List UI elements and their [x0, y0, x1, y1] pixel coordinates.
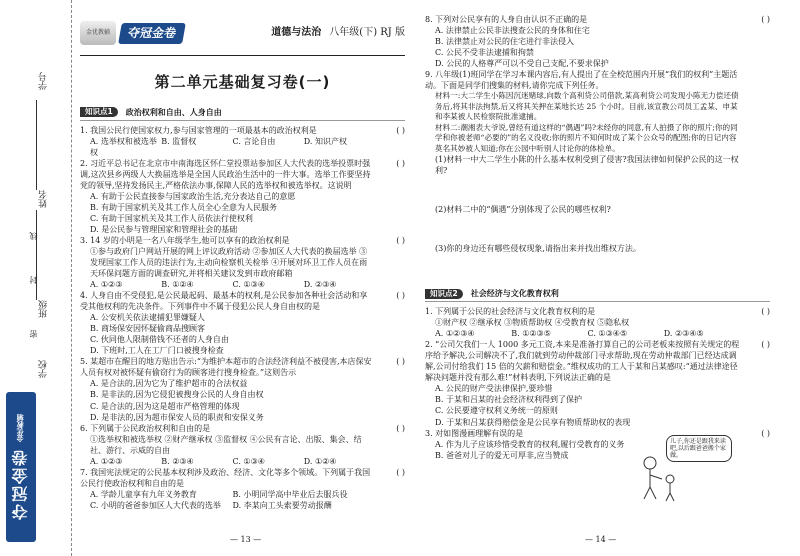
vertical-brand-logo: 夺冠金卷 金优教辅 [6, 392, 36, 542]
option-line: D. 于某和吕某获得赔偿金是公民享有物质帮助权的表现 [435, 417, 631, 427]
answer-paren: ( ) [396, 467, 405, 477]
question-stem: 7. 我国宪法规定的公民基本权利涉及政治、经济、文化等多个领域。下列属于我国公民行使政治权利和自由的是 [80, 467, 371, 488]
question-list-right-a [425, 14, 770, 282]
binding-gutter [0, 0, 72, 556]
option-row [80, 489, 375, 500]
option-line: A. 有助于公民直接参与国家政治生活,充分表达自己的意愿 [90, 191, 296, 201]
binding-word: 密 [29, 330, 38, 338]
question-item [425, 339, 770, 427]
sub-question: (3)你的身边还有哪些侵权现象,请指出来并找出维权方法。 [435, 244, 641, 254]
question-stem: 1. 下列属于公民的社会经济与文化教育权利的是 [425, 307, 596, 317]
sub-question: (2)材料二中的“偶遇”分别体现了公民的哪些权利? [435, 205, 611, 215]
left-page: 金优教辅 夺冠金卷 道德与法治 八年级(下) RJ 版 第二单元基础复习卷(一) 知识点1 政治权利和自由、人身自由 1. 我国公民行使国家权力,参与国家管理的一项最基本的政治权利是 ( ) A. 选举权和被选举权 B. 监督权 C. 言论自由 D. 知识产权 2. 习近平总书记在北京市中南海选区怀仁堂投票站参加区人大代表的选举投票时强调,这次县乡两级人大换届选举是全国人民政治生活中的一件大事。选举工作要坚持党的领导,坚持发扬民主,严格依法办事,保障人民的选举权和被选举权。这说明 ( ) A. 有助于公民直接参与国家政治生活,充分表达自己的意愿 B. 有助于国家机关及其工作人员全心全意为人民服务 C. 有助于国家机关及其工作人员依法行使权利 D. 是公民参与管理国家和管理社会的基础 3. 14 岁的小明是一名八年级学生,他可以享有的政治权利是 ( ) ①参与政府门户网站开展的网上评议政府活动 ②参加区人大代表的换届选举 ③发现国家工作人员的违法行为,主动向检察机关检举 ④开展对环卫工作人员在雨天环保问题方面的调查研究,并将相关建议发到市政府邮箱 A. ①②③ B. ①②④ C. ①③④ D. ②③④ 4. 人身自由不受侵犯,是公民最起码、最基本的权利,是公民参加各种社会活动和享受其他权利的先决条件。下列事件中不属于侵犯公民人身自由权的是 ( ) A. 公安机关依法逮捕犯罪嫌疑人 B. 商场保安因怀疑偷商品搜顾客 C. 伙同他人限制借钱不还者的人身自由 D. 下班时,工人在工厂门口被搜身检查 5. 某超市在醒目的地方贴出告示:“为维护本超市的合法经济利益不被侵害,本店保安人员有权对被怀疑有偷窃行为的顾客进行搜身检查。”这则告示 ( ) A. 是合法的,因为它为了维护超市的合法权益 B. 是非法的,因为它侵犯被搜身公民的人身自由权 C. 是合法的,因为这是超市严格管理的体现 D. 是非法的,因为超市保安人员的职责和安保义务 6. 下列属于公民政治权利和自由的是 ( ) ①选举权和被选举权 ②财产继承权 ③监督权 ④公民有言论、出版、集会、结社、游行、示威的自由 A. ①②③ B. ②③④ C. ①③④ D. ①②④ 7. 我国宪法规定的公民基本权利涉及政治、经济、文化等多个领域。下列属于我国公民行使政治权利和自由的是 ( ) A. 学龄儿童享有九年义务教育 B. 小明同学高中毕业后去服兵役 C. 小明的爸爸参加区人大代表的选举 D. 李某向工头索要劳动报酬 — 13 — [80, 14, 405, 511]
option: A. ①②③ [90, 456, 123, 466]
option: C. 小明的爸爸参加区人大代表的选举 [90, 500, 221, 510]
knowledge-point-2 [425, 288, 770, 302]
page-title: 第二单元基础复习卷(一) [154, 73, 331, 91]
option-line: B. 爸爸对儿子的爱无可厚非,应当赞成 [435, 450, 569, 460]
question-item [80, 158, 405, 235]
option: D. 知识产权 [303, 136, 347, 146]
option-row [80, 456, 375, 467]
option: B. 小明同学高中毕业后去服兵役 [232, 489, 348, 499]
option: C. ①③④ [232, 280, 265, 290]
answer-space [425, 176, 740, 204]
option-line: C. 公民要遵守权利义务统一的原则 [435, 406, 558, 416]
kp-title: 社会经济与文化教育权利 [470, 289, 559, 299]
question-item [80, 235, 405, 290]
answer-paren: ( ) [396, 236, 405, 246]
option-row [425, 328, 740, 339]
write-line [36, 210, 37, 300]
answer-paren: ( ) [396, 357, 405, 367]
question-stem: 5. 某超市在醒目的地方贴出告示:“为维护本超市的合法经济利益不被侵害,本店保安人员有权对被怀疑有偷窃行为的顾客进行搜身检查。”这则告示 [80, 357, 372, 378]
option: B. 监督权 [161, 136, 197, 146]
question-stem: 6. 下列属于公民政治权利和自由的是 [80, 423, 211, 433]
option-line: ①选举权和被选举权 ②财产继承权 ③监督权 ④公民有言论、出版、集会、结社、游行、示威的自由 [90, 434, 362, 455]
question-item [80, 356, 405, 422]
kp-tag: 知识点2 [425, 289, 463, 299]
question-stem: 2. “公司欠我们一人 1000 多元工资,本来是准备打算自己的公司老板来按照有关规定的程序给予解决,公司解决不了,我们就到劳动仲裁部门寻求帮助,现在劳动仲裁部门已经达成调解,公司付给我们 15 倍的欠薪和赔偿金。”维权成功的工人于某和吕某感叹:“通过法律途径解决问题并没有那么难!”材料表明,下列说法正确的是 [425, 340, 740, 383]
option-line: ①参与政府门户网站开展的网上评议政府活动 ②参加区人大代表的换届选举 ③发现国家工作人员的违法行为,主动向检察机关检举 ④开展对环卫工作人员在雨天环保问题方面的调查研究,并将相关建议发到市政府邮箱 [90, 247, 368, 279]
option-line: A. 作为儿子应该珍惜受教育的权利,履行受教育的义务 [435, 439, 625, 449]
option: B. ①②③⑤ [511, 329, 551, 339]
answer-paren: ( ) [396, 423, 405, 433]
kp-title: 政治权利和自由、人身自由 [125, 107, 222, 117]
option: B. ②③④ [161, 456, 194, 466]
option: C. 言论自由 [232, 136, 276, 146]
option: A. ①②③ [90, 280, 123, 290]
answer-space [425, 254, 740, 282]
binding-word: 线 [29, 232, 38, 240]
option-line: ①财产权 ②继承权 ③物质帮助权 ④受教育权 ⑤隐私权 [435, 318, 630, 328]
answer-paren: ( ) [396, 158, 405, 168]
question-stem: 8. 下列对公民享有的人身自由认识不正确的是 [425, 15, 588, 24]
answer-paren: ( ) [761, 15, 770, 24]
write-line [36, 100, 37, 190]
option-line: C. 有助于国家机关及其工作人员依法行使权利 [90, 213, 253, 223]
question-item [425, 14, 770, 69]
answer-paren: ( ) [761, 340, 770, 350]
question-list-right-b [425, 306, 770, 460]
answer-paren: ( ) [761, 307, 770, 317]
option-line: A. 法律禁止公民非法搜查公民的身体和住宅 [435, 26, 590, 36]
question-item [425, 428, 770, 461]
option-line: B. 商场保安因怀疑偷商品搜顾客 [90, 324, 205, 334]
answer-paren: ( ) [396, 291, 405, 301]
question-item [425, 306, 770, 339]
option: D. ①②④ [303, 456, 337, 466]
question-stem: 3. 14 岁的小明是一名八年级学生,他可以享有的政治权利是 [80, 236, 290, 246]
question-stem: 3. 对如图漫画理解有误的是 [425, 428, 524, 438]
option-line: D. 下班时,工人在工厂门口被搜身检查 [90, 346, 224, 356]
question-stem: 9. 八年级(1)班同学在学习本课内容后,有人提出了在全校范围内开展“我们的权利”主题活动。下面是同学们搜集的材料,请你完成下列任务。 [425, 70, 738, 91]
option: D. ②③④⑤ [663, 329, 704, 339]
option: D. ②③④ [303, 280, 337, 290]
kp-tag: 知识点1 [80, 107, 118, 117]
brand-name: 夺冠金卷 [118, 23, 186, 44]
option-line: D. 公民的人格尊严可以不受自己支配,不要求保护 [435, 59, 609, 69]
option-row [80, 279, 375, 290]
question-item [80, 467, 405, 511]
sub-question: (1)材料一中大二学生小陈的什么基本权利受到了侵害?我国法律如何保护公民的这一权利? [435, 155, 739, 176]
father-son-icon [636, 453, 686, 503]
option-line: B. 法律禁止对公民的住宅进行非法侵入 [435, 37, 574, 47]
question-item [425, 69, 770, 282]
binding-word: 封 [29, 276, 38, 284]
option-line: D. 是公民参与管理国家和管理社会的基础 [90, 225, 238, 234]
option: A. ①②③④ [435, 329, 475, 339]
option: D. 李某向工头索要劳动报酬 [232, 500, 332, 510]
material-2: 材料二:潮湘表大爷说,曾经有道这样的“偶遇”吗?未经你的同意,有人拍摄了你的照片;你的同学和你被老师“必要的”的名义没收;你的照片不知何时成了某个公众号的配图;你的日记内容莫名其妙被人知道;你在公园中听别人讨论你的体检单。 [435, 122, 738, 153]
field-class: 班级 [39, 300, 49, 318]
option-line: B. 有助于国家机关及其工作人员全心全意为人民服务 [90, 202, 277, 212]
field-school: 学校 [39, 360, 49, 378]
question-stem: 2. 习近平总书记在北京市中南海选区怀仁堂投票站参加区人大代表的选举投票时强调,这次县乡两级人大换届选举是全国人民政治生活中的一件大事。选举工作要坚持党的领导,坚持发扬民主,严格依法办事,保障人民的选举权和被选举权。这说明 [80, 158, 371, 190]
speech-bubble: 儿子,你还是跟我来读吧,以后跟爸爸搬个家做。 [666, 435, 732, 463]
option-line: B. 于某和吕某的社会经济权利得到了保护 [435, 395, 582, 405]
subject-label: 道德与法治 [271, 27, 322, 39]
option-line: A. 公安机关依法逮捕犯罪嫌疑人 [90, 313, 205, 323]
answer-paren: ( ) [761, 428, 770, 438]
question-stem: 1. 我国公民行使国家权力,参与国家管理的一项最基本的政治权利是 [80, 125, 317, 135]
question-item [80, 290, 405, 356]
question-item [80, 423, 405, 467]
option-line: D. 是非法的,因为超市保安人员的职责和安保义务 [90, 412, 264, 422]
option-row [80, 136, 375, 158]
option: C. ①③④⑤ [587, 329, 628, 339]
right-page: 8. 下列对公民享有的人身自由认识不正确的是 ( ) A. 法律禁止公民非法搜查公民的身体和住宅 B. 法律禁止对公民的住宅进行非法侵入 C. 公民不受非法逮捕和拘禁 D. 公民的人格尊严可以不受自己支配,不要求保护 9. 八年级(1)班同学在学习本课内容后,有人提出了在全校范围内开展“我们的权利”主题活动。下面是同学们搜集的材料,请你完成下列任务。 材料一:大二学生小陈因沉迷赌球,向数个高利贷公司借款,某高利贷公司发现小陈无力偿还债务后,将其非法拘禁,后又将其关押在某地长达 25 个小时。目前,该宣教公司员工孟某、申某和李某被人民检察院批准逮捕。 材料二:潮湘表大爷说,曾经有道这样的“偶遇”吗?未经你的同意,有人拍摄了你的照片;你的同学和你被老师“必要的”的名义没收;你的照片不知何时成了某个公众号的配图;你的日记内容莫名其妙被人知道;你在公园中听别人讨论你的体检单。 (1)材料一中大二学生小陈的什么基本权利受到了侵害?我国法律如何保护公民的这一权利? (2)材料二中的“偶遇”分别体现了公民的哪些权利? (3)你的身边还有哪些侵权现象,请指出来并找出维权方法。 知识点2 社会经济与文化教育权利 1. 下列属于公民的社会经济与文化教育权利的是 ( ) ①财产权 ②继承权 ③物质帮助权 ④受教育权 ⑤隐私权 A. ①②③④ B. ①②③⑤ C. ①③④⑤ D. ②③④⑤ 2. “公司欠我们一人 1000 多元工资,本来是准备打算自己的公司老板来按照有关规定的程序给予解决,公司解决不了,我们就到劳动仲裁部门寻求帮助,现在劳动仲裁部门已经达成调解,公司付给我们 15 倍的欠薪和赔偿金。”维权成功的工人于某和吕某感叹:“通过法律途径解决问题并没有那么难!”材料表明,下列说法正确的是 ( ) A. 公民的财产受法律保护,要珍惜 B. 于某和吕某的社会经济权利得到了保护 C. 公民要遵守权利义务统一的原则 D. 于某和吕某获得赔偿金是公民享有物质帮助权的表现 3. 对如图漫画理解有误的是 儿子,你还是跟我来读吧,以后跟爸爸搬个家做。 ( ) A. 作为儿子应该珍惜受教育的权利,履行受教育的义务 B. 爸爸对儿子的爱无可厚非,应当赞成 — 14 — [425, 15, 770, 544]
field-student-id: 学号 [39, 72, 49, 90]
option-line: B. 是非法的,因为它侵犯被搜身公民的人身自由权 [90, 390, 264, 400]
question-list-left [80, 125, 405, 511]
option: A. 选举权和被选举权 [90, 136, 157, 157]
question-item [80, 125, 405, 158]
option-line: C. 是合法的,因为这是超市严格管理的体现 [90, 401, 240, 411]
field-name: 姓名 [39, 190, 49, 208]
option-line: C. 公民不受非法逮捕和拘禁 [435, 48, 534, 58]
brand-logo [80, 21, 184, 45]
question-stem: 4. 人身自由不受侵犯,是公民最起码、最基本的权利,是公民参加各种社会活动和享受其他权利的先决条件。下列事件中不属于侵犯公民人身自由权的是 [80, 291, 368, 312]
grade-label: 八年级(下) RJ 版 [329, 27, 405, 39]
logo-icon: 金优教辅 [80, 21, 116, 45]
option-line: A. 公民的财产受法律保护,要珍惜 [435, 384, 553, 394]
material-1: 材料一:大二学生小陈因沉迷赌球,向数个高利贷公司借款,某高利贷公司发现小陈无力偿还债务后,将其非法拘禁,后又将其关押在某地长达 25 个小时。目前,该宣教公司员工孟某、申某和李某被人民检察院批准逮捕。 [435, 91, 739, 122]
comic-illustration [636, 435, 732, 505]
option-line: A. 是合法的,因为它为了维护超市的合法权益 [90, 379, 248, 389]
page-header [80, 14, 405, 56]
answer-space [425, 215, 740, 243]
option: A. 学龄儿童享有九年义务教育 [90, 489, 197, 499]
option-line: C. 伙同他人限制借钱不还者的人身自由 [90, 335, 229, 345]
knowledge-point-1 [80, 107, 405, 121]
answer-paren: ( ) [396, 125, 405, 135]
option: C. ①③④ [232, 456, 265, 466]
option: B. ①②④ [161, 280, 194, 290]
option-row [80, 500, 375, 511]
